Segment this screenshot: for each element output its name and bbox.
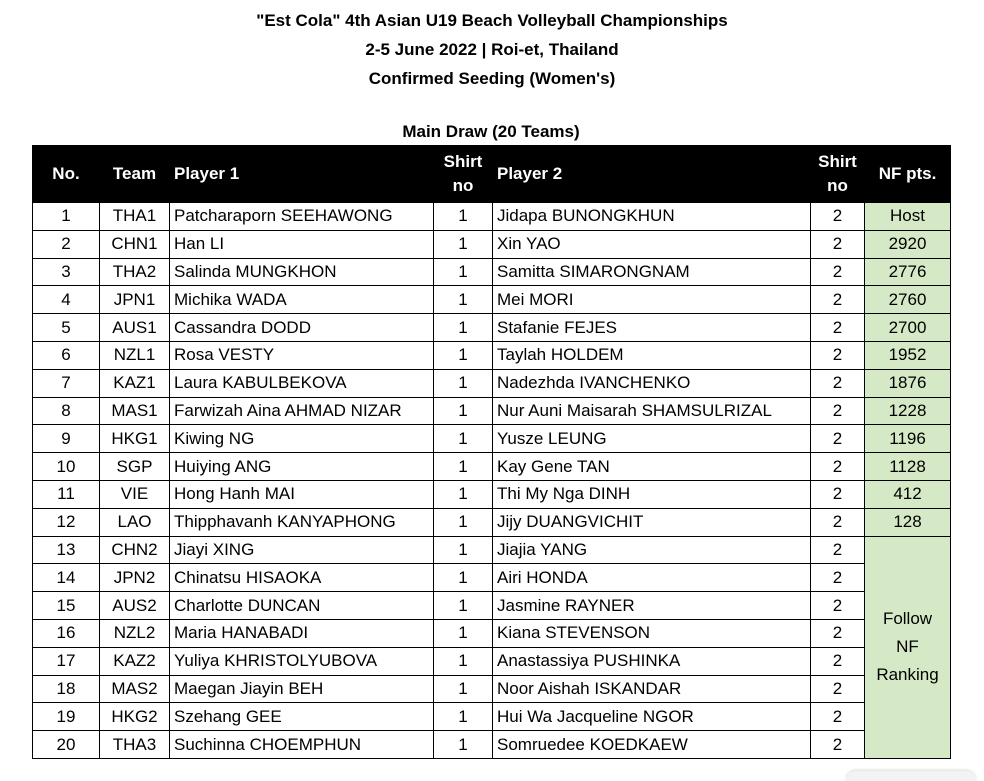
cell-player2: Kay Gene TAN (493, 453, 811, 481)
cell-team: AUS2 (100, 592, 170, 620)
cell-player1: Michika WADA (170, 286, 434, 314)
cell-no: 1 (33, 203, 100, 231)
cell-team: KAZ1 (100, 369, 170, 397)
cell-player2: Nadezhda IVANCHENKO (493, 369, 811, 397)
cell-team: THA2 (100, 258, 170, 286)
cell-shirt1: 1 (434, 314, 493, 342)
cell-no: 18 (33, 675, 100, 703)
cell-player1: Huiying ANG (170, 453, 434, 481)
main-draw-subtitle: Main Draw (20 Teams) (402, 122, 580, 141)
cell-player1: Maria HANABADI (170, 619, 434, 647)
cell-player2: Somruedee KOEDKAEW (493, 731, 811, 759)
cell-shirt2: 2 (811, 508, 865, 536)
cell-shirt2: 2 (811, 619, 865, 647)
cell-shirt1: 1 (434, 536, 493, 564)
cell-no: 10 (33, 453, 100, 481)
cell-no: 3 (33, 258, 100, 286)
cell-player2: Kiana STEVENSON (493, 619, 811, 647)
cell-shirt1: 1 (434, 453, 493, 481)
cell-player1: Han LI (170, 230, 434, 258)
col-header-team: Team (100, 146, 170, 203)
cell-shirt2: 2 (811, 703, 865, 731)
col-header-shirt2-line1: Shirt (818, 152, 857, 171)
cell-nf-pts: 2700 (865, 314, 951, 342)
cell-nf-pts: 2920 (865, 230, 951, 258)
table-row (33, 203, 951, 231)
col-header-player1: Player 1 (170, 146, 434, 203)
cell-shirt1: 1 (434, 369, 493, 397)
cell-player2: Thi My Nga DINH (493, 480, 811, 508)
cell-no: 19 (33, 703, 100, 731)
cell-team: MAS2 (100, 675, 170, 703)
cell-shirt1: 1 (434, 564, 493, 592)
cell-player1: Chinatsu HISAOKA (170, 564, 434, 592)
cell-shirt2: 2 (811, 536, 865, 564)
header-title: "Est Cola" 4th Asian U19 Beach Volleyball Championships (256, 11, 728, 30)
table-row (33, 425, 951, 453)
document-header (0, 6, 984, 93)
cell-shirt2: 2 (811, 731, 865, 759)
follow-ranking-line1: Follow (882, 609, 933, 629)
cell-no: 8 (33, 397, 100, 425)
col-header-nf-pts: NF pts. (865, 146, 951, 203)
cell-shirt1: 1 (434, 203, 493, 231)
cell-player2: Taylah HOLDEM (493, 341, 811, 369)
table-row (33, 314, 951, 342)
table-row (33, 703, 951, 731)
cell-no: 13 (33, 536, 100, 564)
col-header-shirt1-line2: no (452, 176, 474, 195)
cell-team: CHN1 (100, 230, 170, 258)
follow-ranking-line3: Ranking (876, 665, 939, 685)
cell-no: 17 (33, 647, 100, 675)
cell-no: 5 (33, 314, 100, 342)
cell-nf-pts: 128 (865, 508, 951, 536)
table-row (33, 341, 951, 369)
cell-shirt1: 1 (434, 397, 493, 425)
follow-ranking-line2: NF (896, 637, 919, 657)
cell-team: THA3 (100, 731, 170, 759)
cell-team: SGP (100, 453, 170, 481)
cell-shirt2: 2 (811, 564, 865, 592)
cell-player1: Thipphavanh KANYAPHONG (170, 508, 434, 536)
cell-nf-pts: Host (865, 203, 951, 231)
cell-shirt1: 1 (434, 619, 493, 647)
table-row (33, 619, 951, 647)
table-row (33, 675, 951, 703)
cell-nf-pts: 1952 (865, 341, 951, 369)
table-row (33, 397, 951, 425)
cell-player2: Nur Auni Maisarah SHAMSULRIZAL (493, 397, 811, 425)
table-row (33, 369, 951, 397)
cell-player1: Szehang GEE (170, 703, 434, 731)
cell-player2: Jidapa BUNONGKHUN (493, 203, 811, 231)
cell-no: 4 (33, 286, 100, 314)
cell-player2: Samitta SIMARONGNAM (493, 258, 811, 286)
cell-player2: Anastassiya PUSHINKA (493, 647, 811, 675)
cell-player1: Maegan Jiayin BEH (170, 675, 434, 703)
table-row (33, 564, 951, 592)
cell-shirt1: 1 (434, 425, 493, 453)
cell-nf-pts: 2776 (865, 258, 951, 286)
cell-player1: Kiwing NG (170, 425, 434, 453)
table-row (33, 258, 951, 286)
cell-player1: Cassandra DODD (170, 314, 434, 342)
cell-player2: Noor Aishah ISKANDAR (493, 675, 811, 703)
cell-shirt1: 1 (434, 675, 493, 703)
cell-team: JPN1 (100, 286, 170, 314)
table-row (33, 731, 951, 759)
cell-nf-pts: 2760 (865, 286, 951, 314)
table-row (33, 592, 951, 620)
header-dates-location: 2-5 June 2022 | Roi-et, Thailand (365, 40, 619, 59)
cell-player2: Stafanie FEJES (493, 314, 811, 342)
table-row (33, 230, 951, 258)
cell-no: 16 (33, 619, 100, 647)
table-row (33, 647, 951, 675)
table-row (33, 536, 951, 564)
cell-shirt1: 1 (434, 592, 493, 620)
cell-player2: Hui Wa Jacqueline NGOR (493, 703, 811, 731)
cell-no: 15 (33, 592, 100, 620)
cell-player1: Farwizah Aina AHMAD NIZAR (170, 397, 434, 425)
cell-shirt1: 1 (434, 341, 493, 369)
cell-player2: Xin YAO (493, 230, 811, 258)
cell-team: MAS1 (100, 397, 170, 425)
cell-team: CHN2 (100, 536, 170, 564)
cell-shirt2: 2 (811, 341, 865, 369)
cell-player1: Jiayi XING (170, 536, 434, 564)
cell-team: NZL1 (100, 341, 170, 369)
cell-player1: Rosa VESTY (170, 341, 434, 369)
cell-shirt2: 2 (811, 675, 865, 703)
table-row (33, 508, 951, 536)
cell-player2: Airi HONDA (493, 564, 811, 592)
cell-team: JPN2 (100, 564, 170, 592)
cell-shirt2: 2 (811, 480, 865, 508)
cell-player1: Salinda MUNGKHON (170, 258, 434, 286)
cell-nf-pts: 412 (865, 480, 951, 508)
cell-no: 9 (33, 425, 100, 453)
cell-shirt1: 1 (434, 258, 493, 286)
cell-player1: Patcharaporn SEEHAWONG (170, 203, 434, 231)
table-body (33, 203, 951, 759)
header-seeding-title: Confirmed Seeding (Women's) (368, 69, 616, 88)
cell-team: THA1 (100, 203, 170, 231)
cell-team: NZL2 (100, 619, 170, 647)
cell-shirt2: 2 (811, 314, 865, 342)
cell-shirt2: 2 (811, 453, 865, 481)
cell-player1: Yuliya KHRISTOLYUBOVA (170, 647, 434, 675)
cell-shirt1: 1 (434, 508, 493, 536)
cell-team: HKG2 (100, 703, 170, 731)
cell-no: 20 (33, 731, 100, 759)
corner-overlay (846, 771, 976, 781)
cell-team: VIE (100, 480, 170, 508)
col-header-player2: Player 2 (493, 146, 811, 203)
table-header-row (33, 146, 951, 203)
cell-shirt2: 2 (811, 592, 865, 620)
cell-shirt2: 2 (811, 286, 865, 314)
cell-shirt2: 2 (811, 230, 865, 258)
col-header-shirt2-line2: no (827, 176, 848, 195)
cell-nf-pts: 1228 (865, 397, 951, 425)
cell-nf-pts: 1876 (865, 369, 951, 397)
cell-nf-pts: 1196 (865, 425, 951, 453)
col-header-shirt2 (811, 146, 865, 203)
cell-shirt2: 2 (811, 425, 865, 453)
cell-player1: Suchinna CHOEMPHUN (170, 731, 434, 759)
cell-team: AUS1 (100, 314, 170, 342)
table-row (33, 453, 951, 481)
cell-nf-pts: 1128 (865, 453, 951, 481)
table-row (33, 480, 951, 508)
table-row (33, 286, 951, 314)
cell-team: HKG1 (100, 425, 170, 453)
cell-no: 11 (33, 480, 100, 508)
cell-shirt2: 2 (811, 258, 865, 286)
cell-player2: Jiajia YANG (493, 536, 811, 564)
cell-player2: Yusze LEUNG (493, 425, 811, 453)
col-header-shirt1-line1: Shirt (443, 152, 483, 171)
cell-no: 7 (33, 369, 100, 397)
cell-shirt2: 2 (811, 647, 865, 675)
cell-no: 14 (33, 564, 100, 592)
col-header-shirt1 (434, 146, 493, 203)
cell-shirt1: 1 (434, 230, 493, 258)
cell-shirt1: 1 (434, 480, 493, 508)
cell-shirt1: 1 (434, 647, 493, 675)
cell-team: LAO (100, 508, 170, 536)
cell-player1: Charlotte DUNCAN (170, 592, 434, 620)
cell-player1: Hong Hanh MAI (170, 480, 434, 508)
cell-shirt1: 1 (434, 286, 493, 314)
cell-shirt1: 1 (434, 731, 493, 759)
cell-player2: Mei MORI (493, 286, 811, 314)
cell-player2: Jasmine RAYNER (493, 592, 811, 620)
cell-shirt2: 2 (811, 203, 865, 231)
cell-shirt1: 1 (434, 703, 493, 731)
cell-no: 2 (33, 230, 100, 258)
cell-team: KAZ2 (100, 647, 170, 675)
cell-no: 12 (33, 508, 100, 536)
cell-shirt2: 2 (811, 369, 865, 397)
seeding-table (32, 145, 951, 759)
cell-nf-follow-ranking (865, 536, 951, 758)
cell-shirt2: 2 (811, 397, 865, 425)
col-header-no: No. (33, 146, 100, 203)
cell-no: 6 (33, 341, 100, 369)
cell-player1: Laura KABULBEKOVA (170, 369, 434, 397)
cell-player2: Jijy DUANGVICHIT (493, 508, 811, 536)
